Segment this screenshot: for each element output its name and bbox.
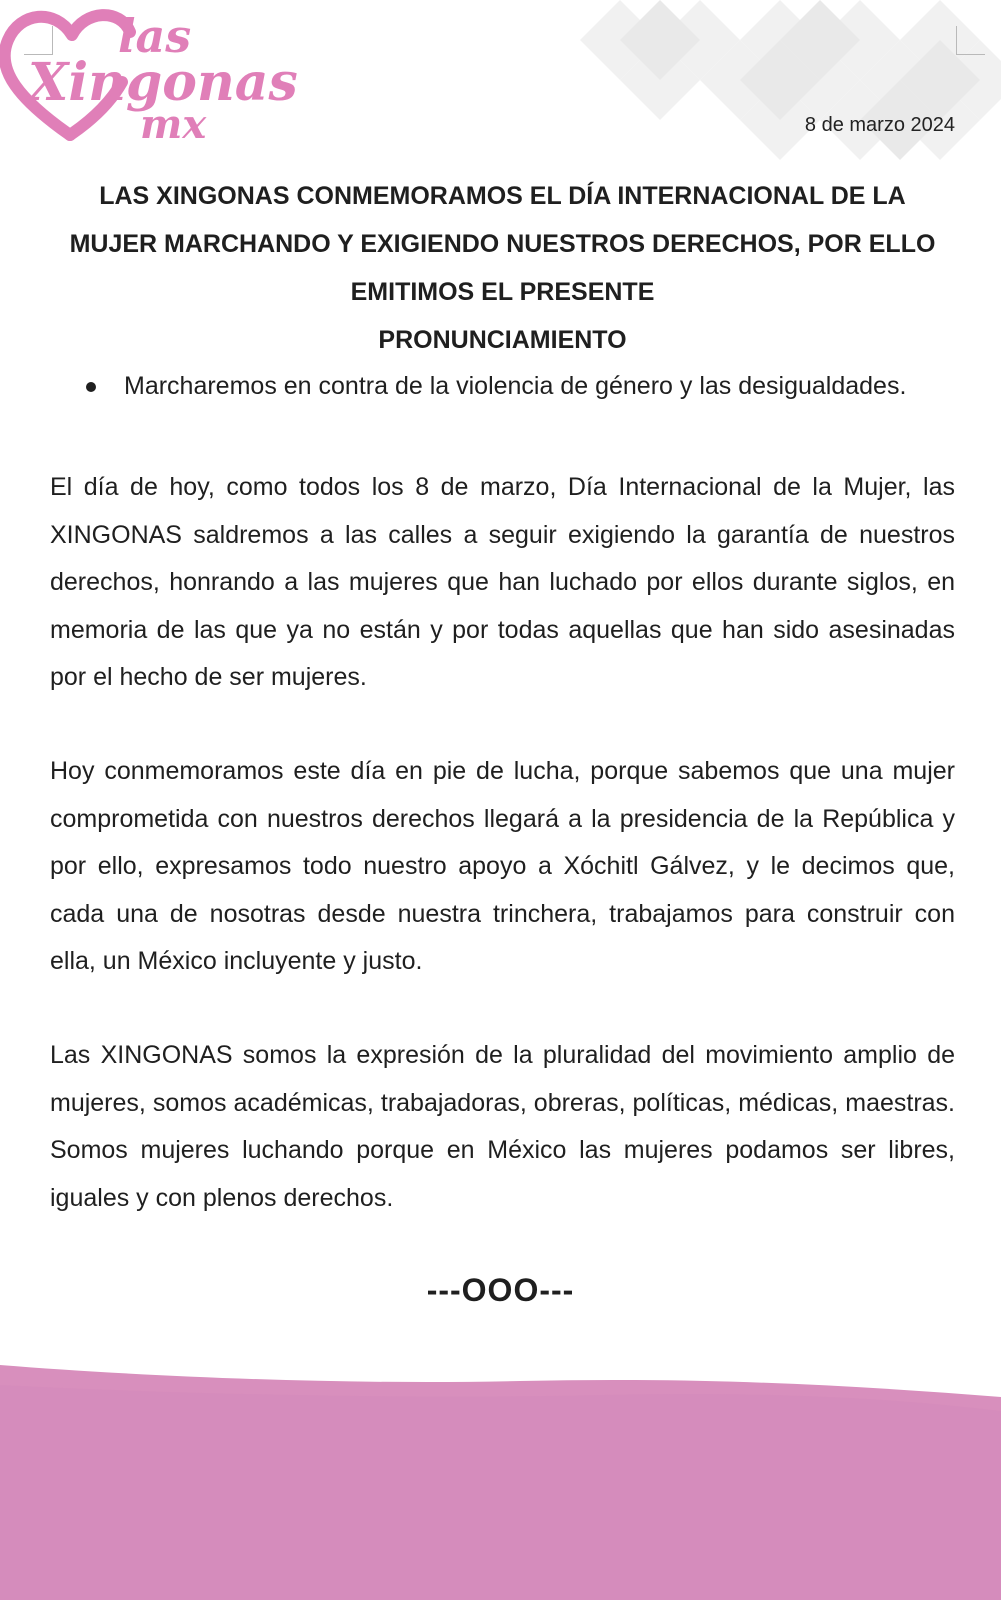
footer-pink-band: [0, 1355, 1001, 1600]
document-date: 8 de marzo 2024: [804, 114, 955, 136]
title-line-4: PRONUNCIAMIENTO: [378, 326, 627, 354]
bullet-list: [50, 362, 955, 410]
bullet-dot-icon: [86, 382, 96, 392]
title-line-2: MUJER MARCHANDO Y EXIGIENDO NUESTROS DERECHOS, POR ELLO: [69, 230, 936, 258]
document-title: [50, 172, 955, 364]
bullet-item: [50, 362, 955, 410]
logo-word-las: las: [118, 9, 192, 63]
background-diamond-pattern: [420, 0, 1001, 170]
logo-word-xingonas: Xingonas: [28, 52, 298, 113]
paragraph-3: Las XINGONAS somos la expresión de la pluralidad del movimiento amplio de mujeres, somos académicas, trabajadoras, obreras, políticas, médicas, maestras. Somos mujeres luchando porque en México las mujeres podamos ser libres, iguales y con plenos derechos.: [50, 1041, 955, 1212]
logo-word-mx: mx: [140, 101, 207, 148]
crop-mark-top-right: [956, 26, 985, 55]
title-line-1: LAS XINGONAS CONMEMORAMOS EL DÍA INTERNACIONAL DE LA: [99, 182, 906, 210]
heart-logo-icon: [0, 0, 298, 150]
title-line-3: EMITIMOS EL PRESENTE: [350, 278, 655, 306]
closing-mark: ---OOO---: [426, 1272, 575, 1308]
las-xingonas-logo: [0, 0, 298, 150]
paragraph-2: Hoy conmemoramos este día en pie de lucha, porque sabemos que una mujer comprometida con nuestros derechos llegará a la presidencia de la República y por ello, expresamos todo nuestro apoyo a Xóchitl Gálvez, y le decimos que, cada una de nosotras desde nuestra trinchera, trabajamos para construir con ella, un México incluyente y justo.: [50, 757, 955, 975]
bullet-item-text: Marcharemos en contra de la violencia de género y las desigualdades.: [124, 372, 907, 400]
paragraph-1: El día de hoy, como todos los 8 de marzo, Día Internacional de la Mujer, las XINGONAS saldremos a las calles a seguir exigiendo la garantía de nuestros derechos, honrando a las mujeres que han luchado por ellos durante siglos, en memoria de las que ya no están y por todas aquellas que han sido asesinadas por el hecho de ser mujeres.: [50, 473, 955, 691]
